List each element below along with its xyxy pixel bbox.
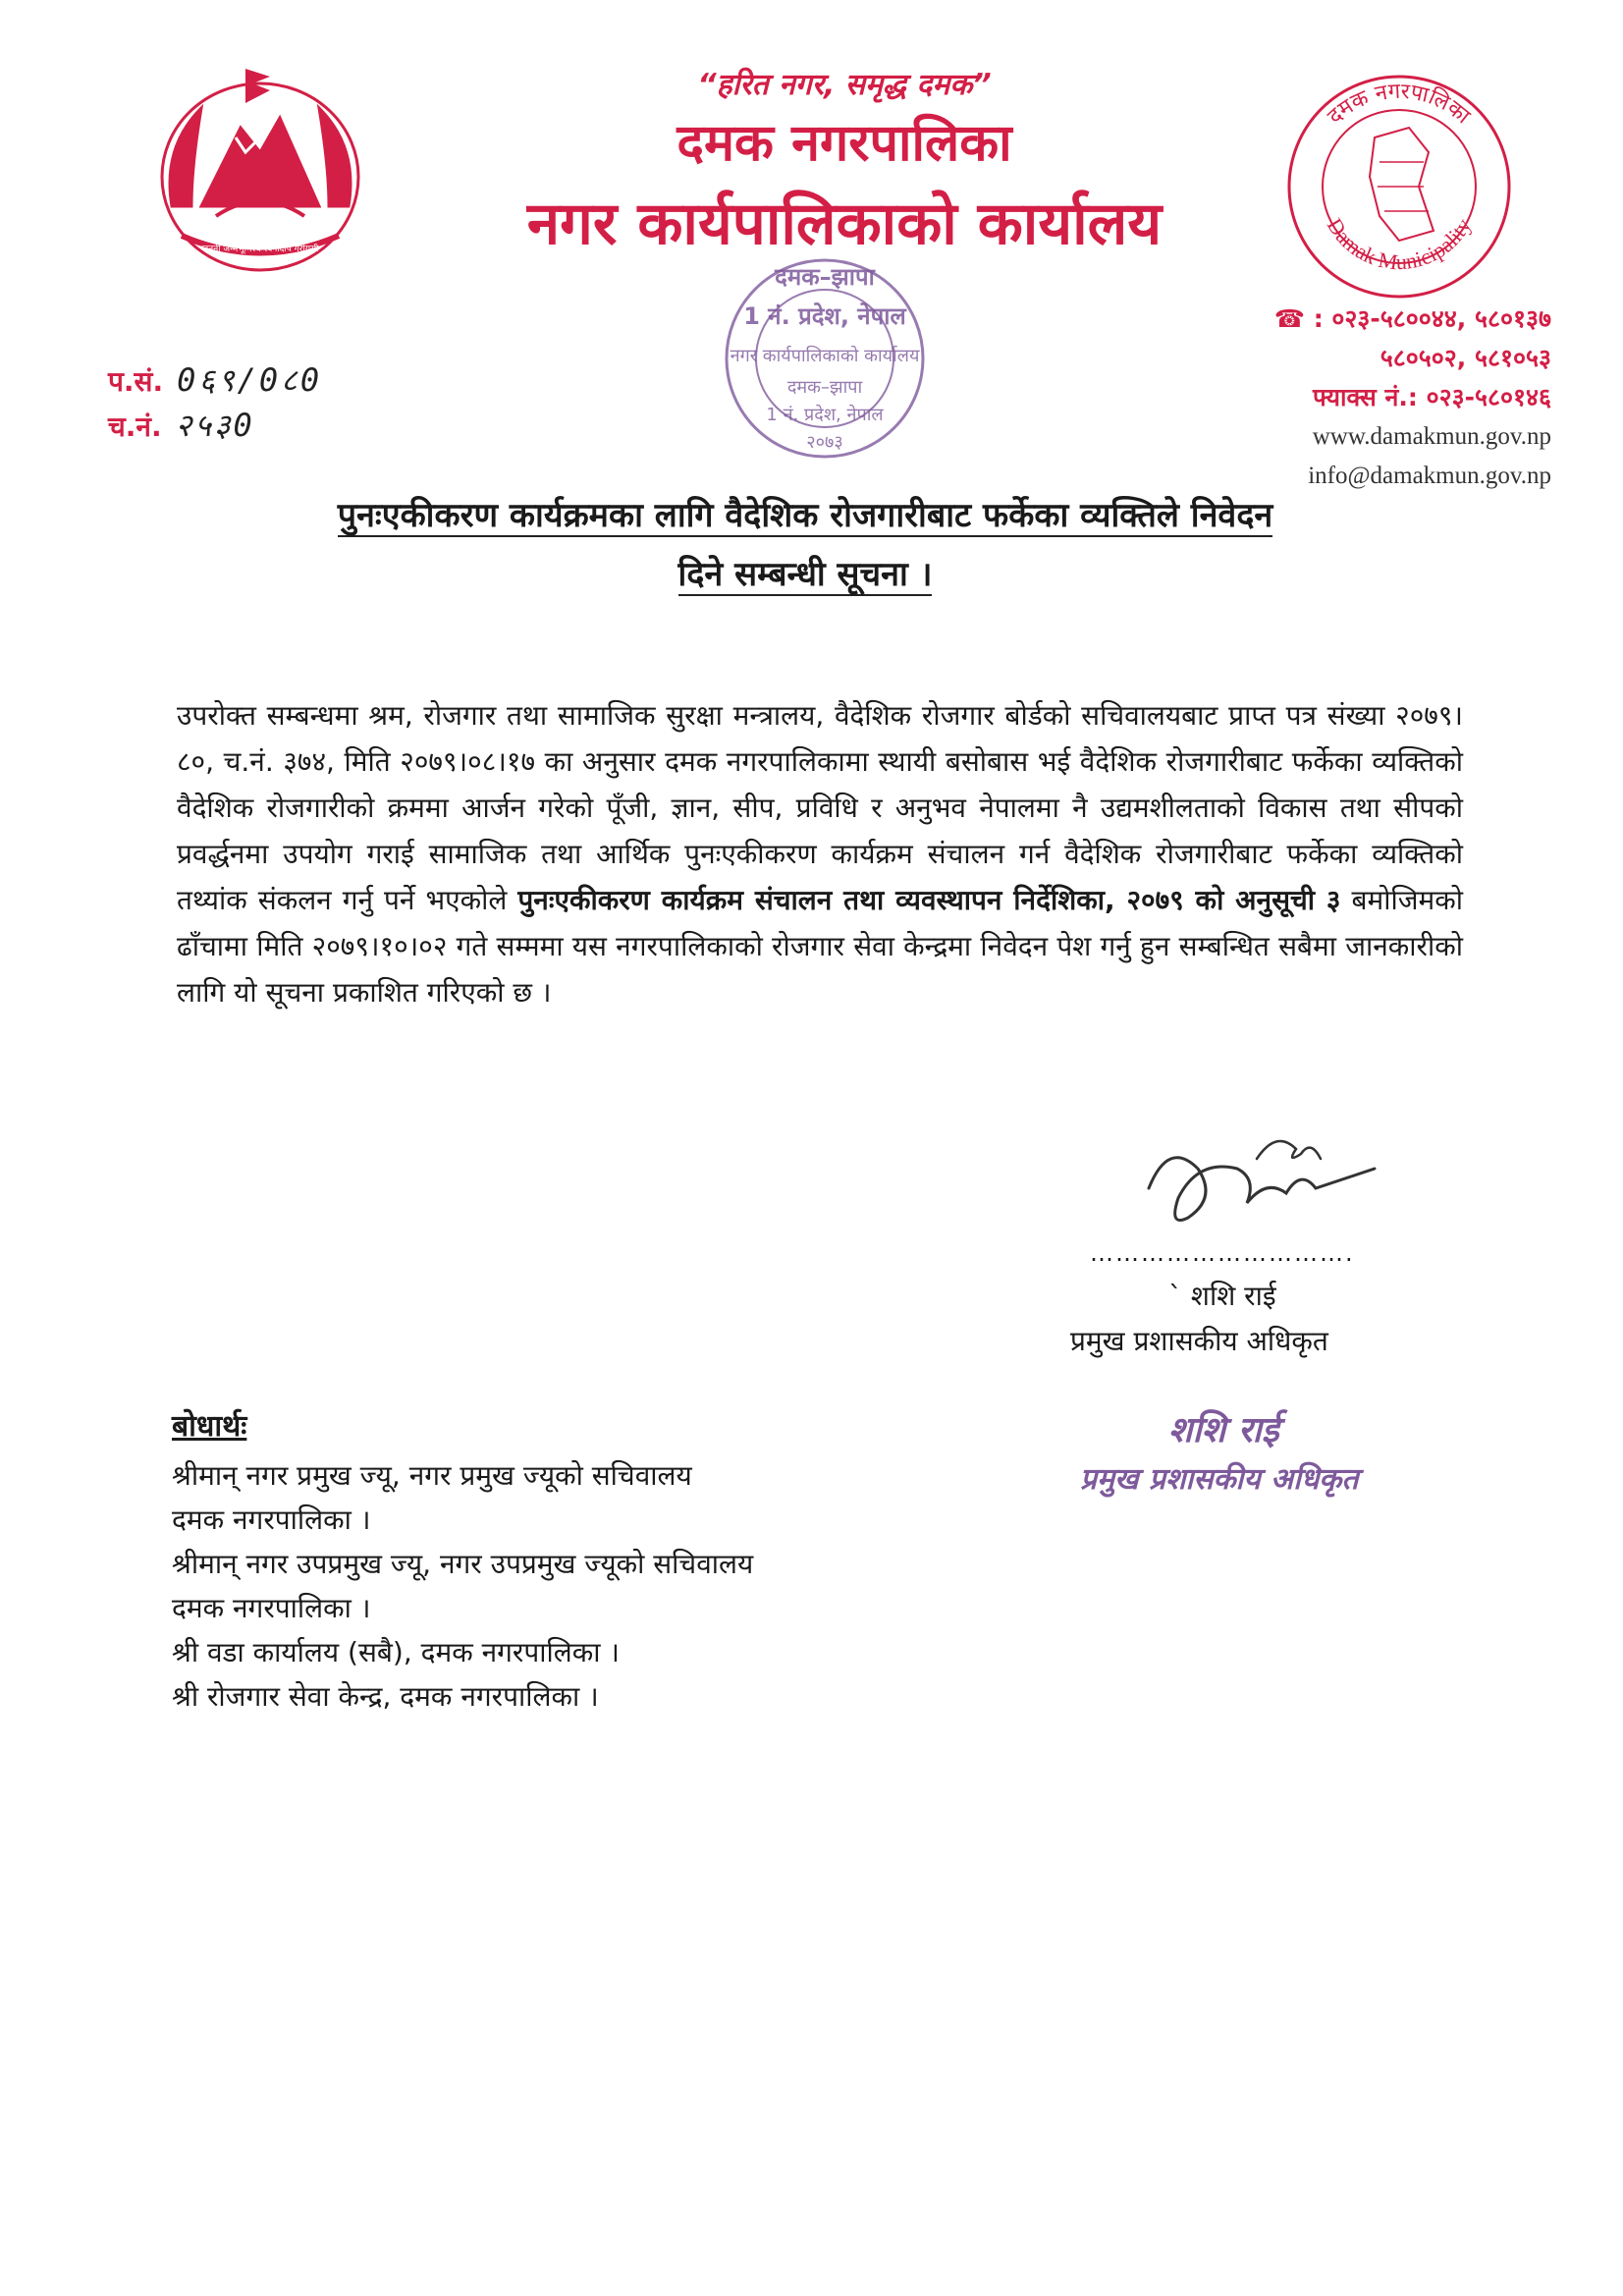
office-stamp	[677, 246, 972, 471]
signatory-name: ` शशि राई	[1168, 1280, 1276, 1312]
website-link[interactable]: www.damakmun.gov.np	[1312, 423, 1551, 450]
title-stamp: प्रमुख प्रशासकीय अधिकृत	[1080, 1462, 1359, 1497]
body-part-1: उपरोक्त सम्बन्धमा श्रम, रोजगार तथा सामाजिक सुरक्षा मन्त्रालय, वैदेशिक रोजगार बोर्डको सचिवालयबाट प्राप्त पत्र संख्या २०७९।८०, च.नं. ३७४, मिति २०७९।०८।१७ का अनुसार दमक नगरपालिकामा स्थायी बसोबास भई वैदेशिक रोजगारीबाट फर्केका व्यक्तिको वैदेशिक रोजगारीको क्रममा आर्जन गरेको पूँजी, ज्ञान, सीप, प्रविधि र अनुभव नेपालमा नै उद्यमशीलताको विकास तथा सीपको प्रवर्द्धनमा उपयोग गराई सामाजिक तथा आर्थिक पुनःएकीकरण कार्यक्रम संचालन गर्न वैदेशिक रोजगारीबाट फर्केका व्यक्तिको तथ्यांक संकलन गर्नु पर्ने भएकोले	[177, 699, 1463, 916]
email-link[interactable]: info@damakmun.gov.np	[1308, 463, 1551, 489]
svg-text:नगर कार्यपालिकाको कार्यालय: नगर कार्यपालिकाको कार्यालय	[730, 346, 920, 366]
svg-text:1 नं. प्रदेश, नेपाल: 1 नं. प्रदेश, नेपाल	[743, 302, 906, 330]
cn-label: च.नं.	[108, 410, 162, 443]
svg-text:दमक–झापा: दमक–झापा	[775, 263, 875, 291]
svg-text:Damak Municipality: Damak Municipality	[1322, 213, 1477, 275]
svg-text:1 नं. प्रदेश, नेपाल: 1 नं. प्रदेश, नेपाल	[766, 405, 884, 425]
office-name: नगर कार्यपालिकाको कार्यालय	[526, 190, 1163, 258]
svg-text:२०७३: २०७३	[806, 432, 843, 453]
cc-line: श्री रोजगार सेवा केन्द्र, दमक नगरपालिका ।	[172, 1680, 599, 1713]
cc-heading: बोधार्थः	[172, 1409, 247, 1444]
cn-value: २५३0	[175, 407, 255, 444]
notice-body	[177, 692, 1463, 1015]
fax-number: फ्याक्स नं.: ०२३-५८०१४६	[1313, 383, 1551, 411]
cc-line: दमक नगरपालिका ।	[172, 1503, 371, 1536]
nepal-emblem-logo	[133, 59, 388, 295]
svg-text:दमक नगरपालिका: दमक नगरपालिका	[1323, 79, 1475, 130]
cc-line: श्री वडा कार्यालय (सबै), दमक नगरपालिका ।	[172, 1636, 621, 1668]
reference-numbers	[108, 358, 322, 449]
svg-text:जननी जन्मभूमिश्च स्वर्गादपि गर: जननी जन्मभूमिश्च स्वर्गादपि गरीयसी	[201, 245, 319, 254]
cc-line: दमक नगरपालिका ।	[172, 1592, 371, 1624]
phone-label: ☎ :	[1273, 304, 1324, 333]
body-part-2: बमोजिमको ढाँचामा मिति २०७९।१०।०२ गते सम्ममा यस नगरपालिकाको रोजगार सेवा केन्द्रमा निवेदन पेश गर्नु हुन सम्बन्धित सबैमा जानकारीको लागि यो सूचना प्रकाशित गरिएको छ ।	[177, 884, 1463, 1009]
contact-block	[1159, 300, 1551, 496]
slogan: “हरित नगर, समृद्ध दमक”	[697, 68, 992, 102]
cc-line: श्रीमान् नगर उपप्रमुख ज्यू, नगर उपप्रमुख ज्यूको सचिवालय	[172, 1548, 754, 1580]
notice-subject	[167, 486, 1443, 604]
ps-label: प.सं.	[108, 365, 164, 398]
subject-line-2: दिने सम्बन्धी सूचना ।	[677, 555, 933, 594]
name-stamp: शशि राई	[1168, 1410, 1279, 1450]
body-bold-reference: पुनःएकीकरण कार्यक्रम संचालन तथा व्यवस्थापन निर्देशिका, २०७९ को अनुसूची ३	[517, 884, 1341, 916]
signature-line: ………………………….	[1090, 1239, 1355, 1267]
ps-value: 0६९/0८0	[177, 361, 323, 399]
phone-numbers-1: ०२३-५८००४४, ५८०१३७	[1331, 304, 1551, 333]
subject-line-1: पुनःएकीकरण कार्यक्रमका लागि वैदेशिक रोजगारीबाट फर्केका व्यक्तिले निवेदन	[337, 496, 1273, 535]
cc-list	[172, 1453, 753, 1719]
signatory-title: प्रमुख प्रशासकीय अधिकृत	[1070, 1325, 1328, 1357]
organization-name: दमक नगरपालिका	[676, 114, 1012, 173]
cc-line: श्रीमान् नगर प्रमुख ज्यू, नगर प्रमुख ज्यूको सचिवालय	[172, 1459, 692, 1492]
phone-numbers-2: ५८०५०२, ५८१०५३	[1380, 344, 1551, 372]
svg-text:दमक–झापा: दमक–झापा	[786, 377, 863, 398]
municipality-seal-logo	[1281, 69, 1517, 304]
handwritten-signature	[1129, 1110, 1384, 1247]
